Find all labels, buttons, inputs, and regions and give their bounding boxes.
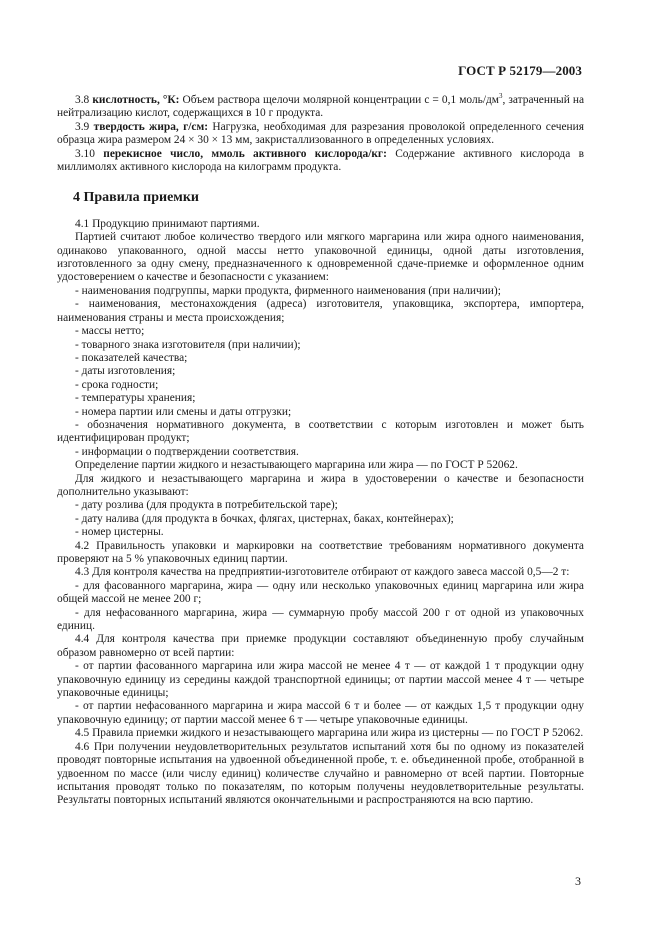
list-item: - для фасованного маргарина, жира — одну или несколько упаковочных единиц маргарина или жира общей массой не менее 200 г; bbox=[57, 579, 584, 606]
list-item: - наименования, местонахождения (адреса) изготовителя, упаковщика, экспортера, импортера, наименования страны и места происхождения; bbox=[57, 298, 584, 324]
list-item: - даты изготовления; bbox=[75, 365, 176, 378]
paragraph-4-1: 4.1 Продукцию принимают партиями. bbox=[75, 217, 260, 230]
clause-term: твердость жира, г/см: bbox=[93, 120, 209, 133]
clause-body: Объем раствора щелочи молярной концентрации c = 0,1 моль/дм bbox=[179, 94, 499, 106]
list-item: - номер цистерны. bbox=[75, 526, 164, 539]
page-number: 3 bbox=[575, 874, 581, 888]
paragraph-lot-definition: Партией считают любое количество твердого или мягкого маргарина или жира одного наименования, одинаково упакованного, одной массы нетто упаковочной единицы, одной даты изготовления, изготовленного за одну смену, предназначенного к одновременной сдаче-приемке и оформленное одним удостоверением о качестве и безопасности с указанием: bbox=[57, 231, 584, 284]
list-item: - товарного знака изготовителя (при наличии); bbox=[75, 338, 301, 351]
paragraph-4-5: 4.5 Правила приемки жидкого и незастывающего маргарина или жира из цистерны — по ГОСТ Р 52062. bbox=[75, 727, 584, 740]
document-header: ГОСТ Р 52179—2003 bbox=[458, 63, 582, 78]
page-content bbox=[57, 94, 584, 808]
paragraph-4-3: 4.3 Для контроля качества на предприятии-изготовителе отбирают от каждого завеса массой 0,5—2 т: bbox=[75, 566, 570, 579]
clause-3-9 bbox=[57, 121, 584, 148]
clause-3-8 bbox=[57, 94, 584, 121]
list-item: - для нефасованного маргарина, жира — суммарную пробу массой 200 г от одной из упаковочных единиц. bbox=[57, 606, 584, 633]
list-item: - дату розлива (для продукта в потребительской таре); bbox=[75, 499, 338, 512]
paragraph-4-6: 4.6 При получении неудовлетворительных результатов испытаний хотя бы по одному из показателей проводят повторные испытания на удвоенной объединенной пробе, т. е. объединенной пробе, отобранной в удвоенном по массе (или числу единиц) количестве случайно и равномерно от всей партии. Повторные испытания проводят только по показателям, по которым получены неудовлетворительные результаты. Результаты повторных испытаний являются окончательными и распространяются на всю партию. bbox=[57, 740, 584, 807]
paragraph-lot-liquid: Определение партии жидкого и незастывающего маргарина или жира — по ГОСТ Р 52062. bbox=[75, 459, 518, 472]
list-item: - номера партии или смены и даты отгрузки; bbox=[75, 405, 292, 418]
list-item: - информации о подтверждении соответствия. bbox=[75, 445, 299, 458]
list-item: - массы нетто; bbox=[75, 325, 145, 338]
list-item: - дату налива (для продукта в бочках, флягах, цистернах, баках, контейнерах); bbox=[75, 512, 454, 525]
list-item: - срока годности; bbox=[75, 378, 159, 391]
clause-3-10 bbox=[57, 148, 584, 175]
paragraph-liquid-extra: Для жидкого и незастывающего маргарина и жира в удостоверении о качестве и безопасности дополнительно указывают: bbox=[57, 472, 584, 498]
list-item: - от партии нефасованного маргарина и жира массой 6 т и более — от каждых 1,5 т продукции одну упаковочную единицу; от партии массой менее 6 т — четыре упаковочные единицы. bbox=[57, 700, 584, 726]
clause-body-tail: , затраченный на нейтрализацию кислот, содержащихся в 10 г продукта. bbox=[57, 94, 584, 120]
list-item: - показателей качества; bbox=[75, 351, 188, 364]
list-item: - наименования подгруппы, марки продукта, фирменного наименования (при наличии); bbox=[75, 284, 501, 297]
clause-number: 3.10 bbox=[75, 147, 95, 160]
list-item: - от партии фасованного маргарина или жира массой не менее 4 т — от каждой 1 т продукции одну упаковочную единицу из середины каждой транспортной единицы; от партии массой менее 4 т — четыре упаковочные единицы; bbox=[57, 660, 584, 700]
clause-number: 3.8 bbox=[75, 94, 90, 106]
paragraph-4-2: 4.2 Правильность упаковки и маркировки на соответствие требованиям нормативного документа проверяют на 5 % упаковочных единиц партии. bbox=[57, 539, 584, 565]
clause-body: Содержание активного кислорода в миллимолях активного кислорода на килограмм продукта. bbox=[57, 147, 584, 174]
paragraph-4-4: 4.4 Для контроля качества при приемке продукции составляют объединенную пробу случайным образом равномерно от всей партии: bbox=[57, 633, 584, 659]
clause-number: 3.9 bbox=[75, 120, 90, 133]
clause-term: кислотность, °К: bbox=[92, 94, 180, 106]
clause-body: Нагрузка, необходимая для разрезания проволокой определенного сечения образца жира размером 24 × 30 × 13 мм, закристаллизованного в определенных условиях. bbox=[57, 120, 584, 147]
section-heading: 4 Правила приемки bbox=[73, 190, 199, 206]
clause-term: перекисное число, ммоль активного кислорода/кг: bbox=[103, 147, 387, 160]
list-item: - температуры хранения; bbox=[75, 392, 196, 405]
superscript: 3 bbox=[499, 92, 503, 101]
list-item: - обозначения нормативного документа, в соответствии с которым изготовлен и может быть идентифицирован продукт; bbox=[57, 418, 584, 445]
